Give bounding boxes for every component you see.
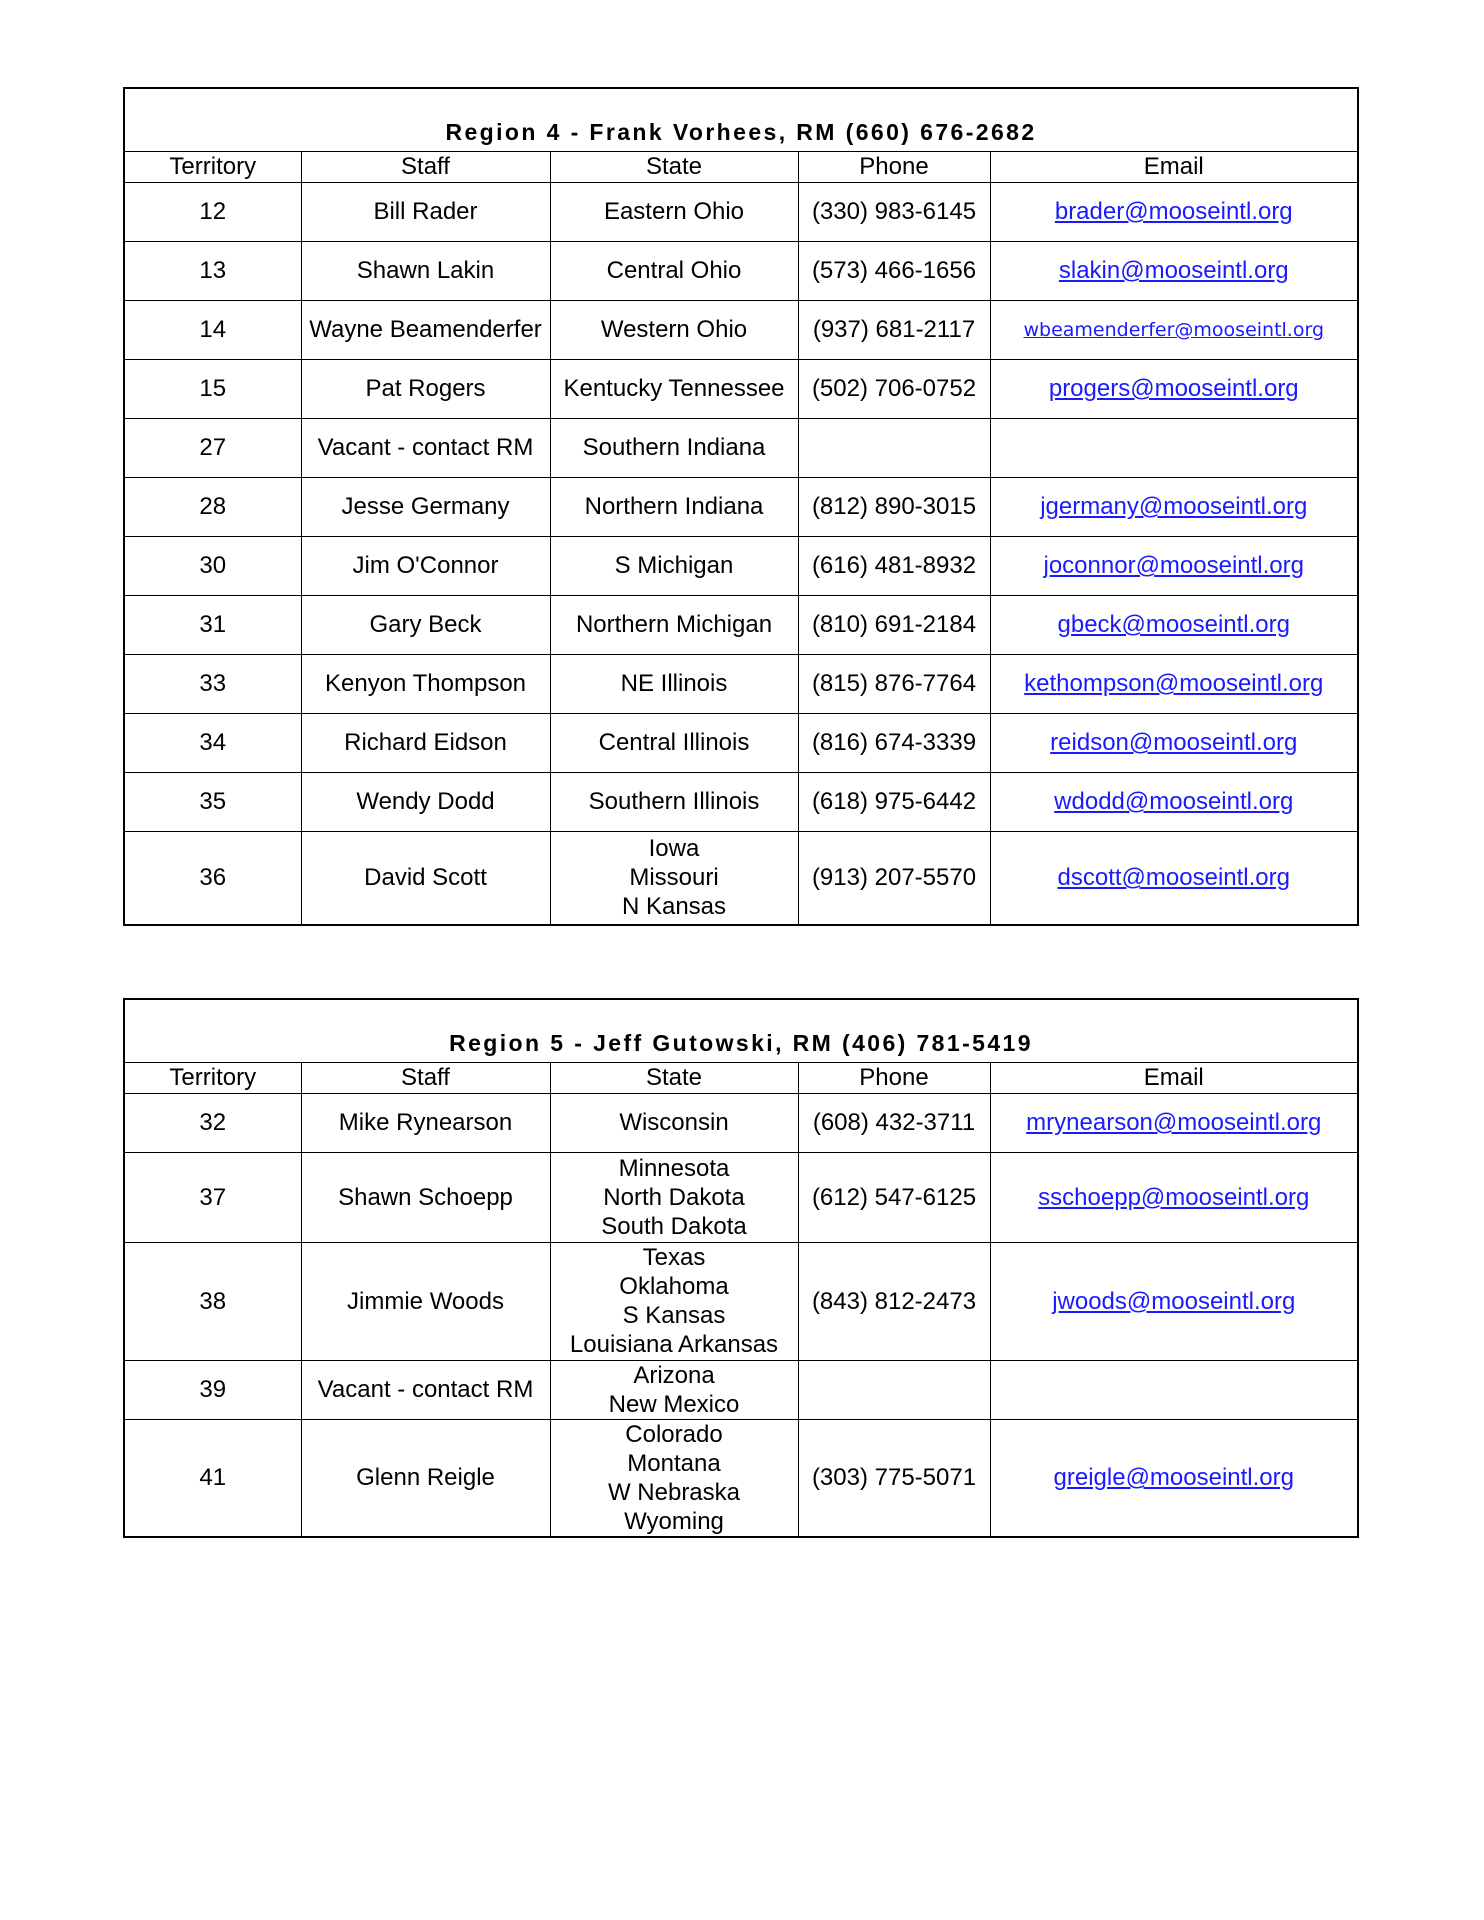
state-cell [550,477,798,536]
state-line: North Dakota [603,1183,745,1211]
territory-cell: 37 [124,1152,301,1242]
phone-cell: (810) 691-2184 [798,595,990,654]
phone-cell: (816) 674-3339 [798,713,990,772]
state-cell [550,772,798,831]
column-header-phone: Phone [798,151,990,182]
territory-cell: 36 [124,831,301,925]
header-row [124,1062,1358,1093]
email-link[interactable]: gbeck@mooseintl.org [1057,611,1290,638]
phone-cell: (330) 983-6145 [798,182,990,241]
email-cell [990,300,1358,359]
email-link[interactable]: brader@mooseintl.org [1054,198,1293,225]
table-row [124,359,1358,418]
state-line: Montana [627,1449,721,1477]
state-line: W Nebraska [607,1478,741,1506]
table-row [124,300,1358,359]
state-line: Southern Illinois [588,788,760,815]
territory-cell: 38 [124,1242,301,1360]
table-row [124,182,1358,241]
phone-cell: (618) 975-6442 [798,772,990,831]
email-cell [990,1093,1358,1152]
state-line: S Kansas [622,1302,726,1329]
staff-cell: Glenn Reigle [301,1419,550,1537]
state-line: S Michigan [614,552,734,579]
state-cell [550,1152,798,1242]
state-cell [550,418,798,477]
email-link[interactable]: slakin@mooseintl.org [1058,257,1289,284]
email-link[interactable]: reidson@mooseintl.org [1050,729,1298,756]
column-header-staff: Staff [301,151,550,182]
territory-cell: 33 [124,654,301,713]
email-link[interactable]: greigle@mooseintl.org [1053,1464,1294,1492]
territory-cell: 28 [124,477,301,536]
territory-cell: 34 [124,713,301,772]
email-cell [990,713,1358,772]
territory-cell: 14 [124,300,301,359]
column-header-phone: Phone [798,1062,990,1093]
staff-cell: Jim O'Connor [301,536,550,595]
email-link[interactable]: mrynearson@mooseintl.org [1026,1109,1322,1136]
state-line: Western Ohio [600,316,748,343]
table-row [124,1419,1358,1537]
territory-cell: 39 [124,1360,301,1419]
table-row [124,1152,1358,1242]
state-line: New Mexico [608,1390,740,1418]
table-row [124,1360,1358,1419]
email-cell [990,595,1358,654]
email-cell [990,536,1358,595]
staff-cell: David Scott [301,831,550,925]
state-line: Missouri [629,864,719,892]
state-line: Texas [642,1244,706,1271]
email-cell [990,241,1358,300]
state-cell [550,831,798,925]
staff-cell: Richard Eidson [301,713,550,772]
state-line: Central Illinois [598,729,750,756]
staff-cell: Kenyon Thompson [301,654,550,713]
state-line: N Kansas [621,893,727,921]
state-cell [550,654,798,713]
email-cell [990,359,1358,418]
state-line: NE Illinois [620,670,728,697]
state-line: Minnesota [618,1154,730,1182]
state-cell [550,359,798,418]
phone-cell: (573) 466-1656 [798,241,990,300]
state-line: Colorado [625,1420,723,1448]
table-row [124,1093,1358,1152]
email-cell [990,1242,1358,1360]
state-cell [550,182,798,241]
email-cell [990,477,1358,536]
phone-cell: (502) 706-0752 [798,359,990,418]
email-cell [990,1360,1358,1419]
email-link[interactable]: jwoods@mooseintl.org [1052,1287,1296,1315]
state-cell [550,241,798,300]
table-row [124,713,1358,772]
state-line: Central Ohio [606,257,742,284]
phone-cell: (608) 432-3711 [798,1093,990,1152]
staff-cell: Pat Rogers [301,359,550,418]
table-row [124,418,1358,477]
email-link[interactable]: joconnor@mooseintl.org [1043,552,1304,579]
table-row [124,831,1358,925]
table-row [124,477,1358,536]
region-title: Region 5 - Jeff Gutowski, RM (406) 781-5419 [124,999,1358,1062]
phone-cell: (815) 876-7764 [798,654,990,713]
column-header-territory: Territory [124,1062,301,1093]
phone-cell: (812) 890-3015 [798,477,990,536]
state-line: Wisconsin [619,1109,729,1136]
phone-cell: (612) 547-6125 [798,1152,990,1242]
state-line: Eastern Ohio [603,198,745,225]
region-title: Region 4 - Frank Vorhees, RM (660) 676-2682 [124,88,1358,151]
column-header-email: Email [990,1062,1358,1093]
email-cell [990,182,1358,241]
phone-cell [798,1360,990,1419]
table-row [124,536,1358,595]
staff-cell: Gary Beck [301,595,550,654]
staff-cell: Vacant - contact RM [301,418,550,477]
state-cell [550,1419,798,1537]
territory-cell: 30 [124,536,301,595]
email-cell [990,1152,1358,1242]
state-line: South Dakota [601,1212,747,1240]
territory-cell: 31 [124,595,301,654]
state-cell [550,1093,798,1152]
state-line: Louisiana Arkansas [569,1331,779,1358]
state-line: Northern Indiana [584,493,764,520]
territory-cell: 35 [124,772,301,831]
staff-cell: Bill Rader [301,182,550,241]
state-cell [550,536,798,595]
table-row [124,595,1358,654]
territory-cell: 12 [124,182,301,241]
staff-cell: Jimmie Woods [301,1242,550,1360]
state-cell [550,595,798,654]
phone-cell: (913) 207-5570 [798,831,990,925]
table-row [124,241,1358,300]
staff-cell: Jesse Germany [301,477,550,536]
state-line: Oklahoma [619,1273,729,1300]
email-link[interactable]: dscott@mooseintl.org [1057,864,1290,892]
staff-cell: Mike Rynearson [301,1093,550,1152]
state-line: Northern Michigan [575,611,773,638]
state-line: Southern Indiana [582,434,766,461]
email-link[interactable]: wdodd@mooseintl.org [1054,788,1294,815]
territory-cell: 32 [124,1093,301,1152]
phone-cell: (616) 481-8932 [798,536,990,595]
table-row [124,772,1358,831]
state-cell [550,713,798,772]
phone-cell [798,418,990,477]
staff-cell: Shawn Schoepp [301,1152,550,1242]
phone-cell: (937) 681-2117 [798,300,990,359]
state-cell [550,1242,798,1360]
email-link[interactable]: sschoepp@mooseintl.org [1038,1183,1310,1211]
region-5-table [123,998,1359,1538]
staff-cell: Wendy Dodd [301,772,550,831]
header-row [124,151,1358,182]
column-header-territory: Territory [124,151,301,182]
column-header-staff: Staff [301,1062,550,1093]
state-cell [550,300,798,359]
state-cell [550,1360,798,1419]
email-link[interactable]: kethompson@mooseintl.org [1024,670,1324,697]
state-line: Iowa [648,835,700,863]
phone-cell: (303) 775-5071 [798,1419,990,1537]
email-link[interactable]: wbeamenderfer@mooseintl.org [1023,319,1325,341]
staff-cell: Wayne Beamenderfer [301,300,550,359]
email-cell [990,831,1358,925]
territory-cell: 27 [124,418,301,477]
phone-cell: (843) 812-2473 [798,1242,990,1360]
email-cell [990,418,1358,477]
state-line: Kentucky Tennessee [563,375,785,402]
column-header-state: State [550,1062,798,1093]
staff-cell: Shawn Lakin [301,241,550,300]
territory-cell: 41 [124,1419,301,1537]
email-cell [990,654,1358,713]
email-link[interactable]: progers@mooseintl.org [1048,375,1299,402]
column-header-state: State [550,151,798,182]
state-line: Wyoming [624,1507,724,1535]
email-cell [990,1419,1358,1537]
staff-cell: Vacant - contact RM [301,1360,550,1419]
table-row [124,654,1358,713]
territory-cell: 13 [124,241,301,300]
email-link[interactable]: jgermany@mooseintl.org [1040,493,1308,520]
region-4-table [123,87,1359,926]
column-header-email: Email [990,151,1358,182]
table-row [124,1242,1358,1360]
territory-cell: 15 [124,359,301,418]
state-line: Arizona [633,1361,715,1389]
email-cell [990,772,1358,831]
